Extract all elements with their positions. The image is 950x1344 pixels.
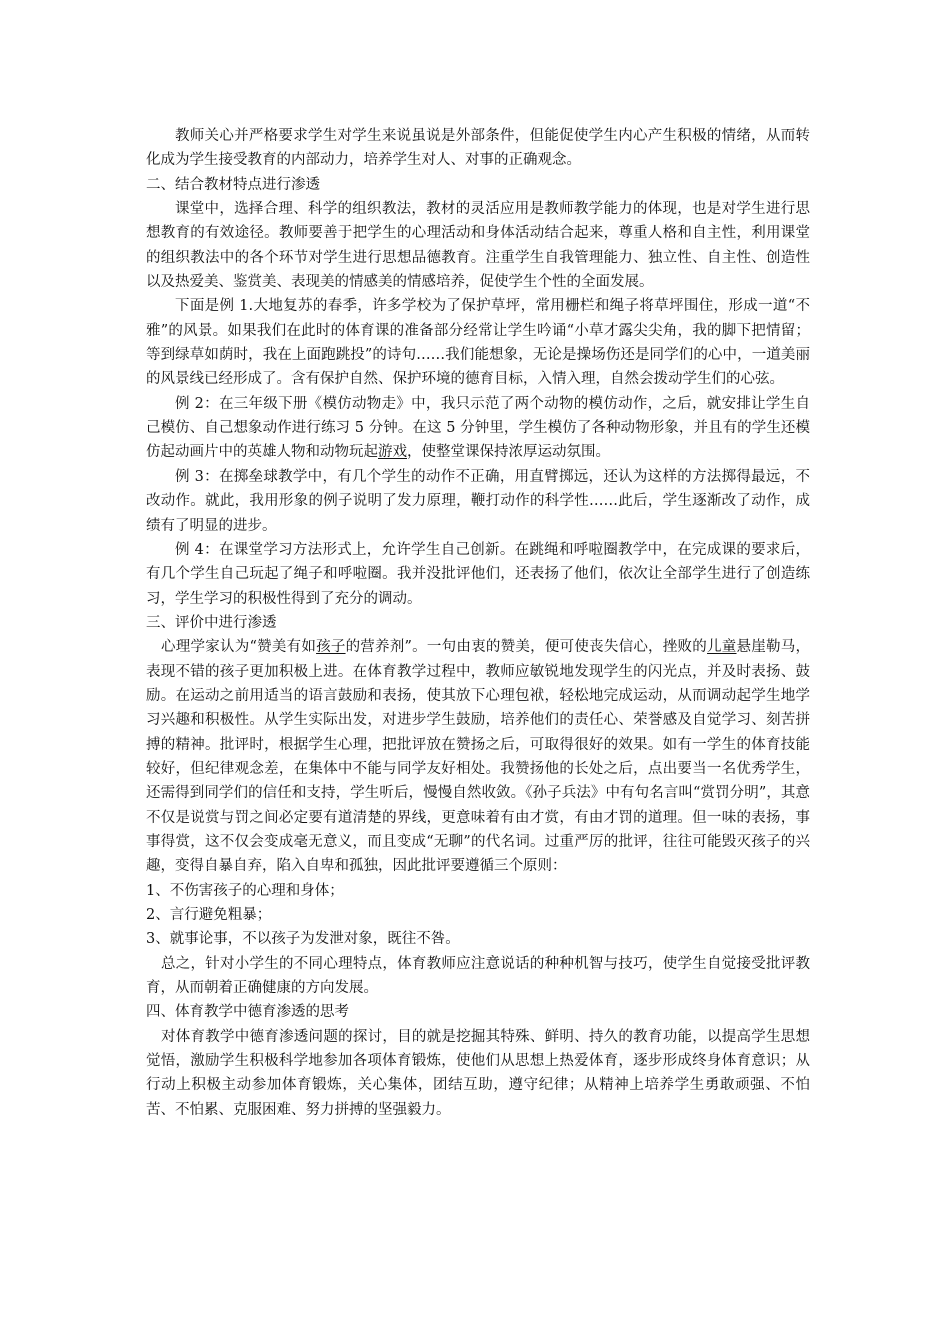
game-link[interactable]: 游戏 xyxy=(378,444,407,461)
example-2-text-start: 例 2：在三年级下册《模仿动物走》中，我只示范了两个动物的模仿动作，之后，就安排让学生自己模仿、自己想象动作进行练习 5 分钟。在这 5 分钟里，学生模仿了各种动物形象，并且有的学生还模仿起动画片中的英雄人物和动物玩起 xyxy=(146,395,810,461)
paragraph-reflection: 对体育教学中德育渗透问题的探讨，目的就是挖掘其特殊、鲜明、持久的教育功能，以提高学生思想觉悟，激励学生积极科学地参加各项体育锻炼，使他们从思想上热爱体育，逐步形成终身体育意识；从行动上积极主动参加体育锻炼，关心集体，团结互助，遵守纪律；从精神上培养学生勇敢顽强、不怕苦、不怕累、克服困难、努力拼搏的坚强毅力。 xyxy=(146,1028,810,1118)
paragraph-classroom-methods: 课堂中，选择合理、科学的组织教法，教材的灵活应用是教师教学能力的体现，也是对学生进行思想教育的有效途径。教师要善于把学生的心理活动和身体活动结合起来，尊重人格和自主性，利用课堂的组织教法中的各个环节对学生进行思想品德教育。注重学生自我管理能力、独立性、自主性、创造性以及热爱美、鉴赏美、表现美的情感美的情感培养，促使学生个性的全面发展。 xyxy=(146,201,810,291)
principle-item-1: 1、不伤害孩子的心理和身体； xyxy=(146,882,344,899)
paragraph-example-4: 例 4：在课堂学习方法形式上，允许学生自己创新。在跳绳和呼啦圈教学中，在完成课的要求后，有几个学生自己玩起了绳子和呼啦圈。我并没批评他们，还表扬了他们，依次让全部学生进行了创造练习，学生学习的积极性得到了充分的调动。 xyxy=(146,541,810,607)
children-link[interactable]: 儿童 xyxy=(707,639,737,656)
paragraph-teacher-care: 教师关心并严格要求学生对学生来说虽说是外部条件，但能促使学生内心产生积极的情绪，从而转化成为学生接受教育的内部动力，培养学生对人、对事的正确观念。 xyxy=(146,128,810,169)
praise-text-start: 心理学家认为“赞美有如 xyxy=(161,639,317,656)
praise-text-end: 悬崖勒马，表现不错的孩子更加积极上进。在体育教学过程中，教师应敏锐地发现学生的闪光点，并及时表扬、鼓励。在运动之前用适当的语言鼓励和表扬，使其放下心理包袱，轻松地完成运动，从而调动起学生地学习兴趣和积极性。从学生实际出发，对进步学生鼓励，培养他们的责任心、荣誉感及自觉学习、刻苦拼搏的精神。批评时，根据学生心理，把批评放在赞扬之后，可取得很好的效果。如有一学生的体育技能较好，但纪律观念差，在集体中不能与同学友好相处。我赞扬他的长处之后，点出要当一名优秀学生，还需得到同学们的信任和支持，学生听后，慢慢自然收敛。《孙子兵法》中有句名言叫“赏罚分明”，其意不仅是说赏与罚之间必定要有道清楚的界线，更意味着有由才赏，有由才罚的道理。但一味的表扬，事事得赏，这不仅会变成毫无意义，而且变成“无聊”的代名词。过重严厉的批评，往往可能毁灭孩子的兴趣，变得自暴自弃，陷入自卑和孤独，因此批评要遵循三个原则： xyxy=(146,639,810,875)
paragraph-example-1: 下面是例 1.大地复苏的春季，许多学校为了保护草坪，常用栅栏和绳子将草坪围住，形成一道“不雅”的风景。如果我们在此时的体育课的准备部分经常让学生吟诵“小草才露尖尖角，我的脚下把情留；等到绿草如荫时，我在上面跑跳投”的诗句……我们能想象，无论是操场伤还是同学们的心中，一道美丽的风景线已经形成了。含有保护自然、保护环境的德育目标，入情入理，自然会拨动学生们的心弦。 xyxy=(146,298,810,388)
section-heading-4: 四、体育教学中德育渗透的思考 xyxy=(146,1004,349,1021)
paragraph-example-3: 例 3：在掷垒球教学中，有几个学生的动作不正确，用直臂掷远，还认为这样的方法掷得最远，不改动作。就此，我用形象的例子说明了发力原理，鞭打动作的科学性……此后，学生逐渐改了动作，成绩有了明显的进步。 xyxy=(146,468,810,534)
principle-item-2: 2、言行避免粗暴； xyxy=(146,907,272,923)
section-heading-3: 三、评价中进行渗透 xyxy=(146,614,277,631)
paragraph-example-2 xyxy=(146,392,810,465)
child-link[interactable]: 孩子 xyxy=(316,639,346,656)
principle-item-3: 3、就事论事，不以孩子为发泄对象，既往不咎。 xyxy=(146,931,460,948)
document-body xyxy=(146,124,810,1122)
section-heading-2: 二、结合教材特点进行渗透 xyxy=(146,176,320,193)
paragraph-summary: 总之，针对小学生的不同心理特点，体育教师应注意说话的种种机智与技巧，使学生自觉接受批评教育，从而朝着正确健康的方向发展。 xyxy=(146,955,810,997)
example-2-text-end: ，使整堂课保持浓厚运动氛围。 xyxy=(407,444,610,461)
praise-text-middle: 的营养剂”。一句由衷的赞美，便可使丧失信心，挫败的 xyxy=(345,639,708,656)
paragraph-praise xyxy=(146,635,810,878)
